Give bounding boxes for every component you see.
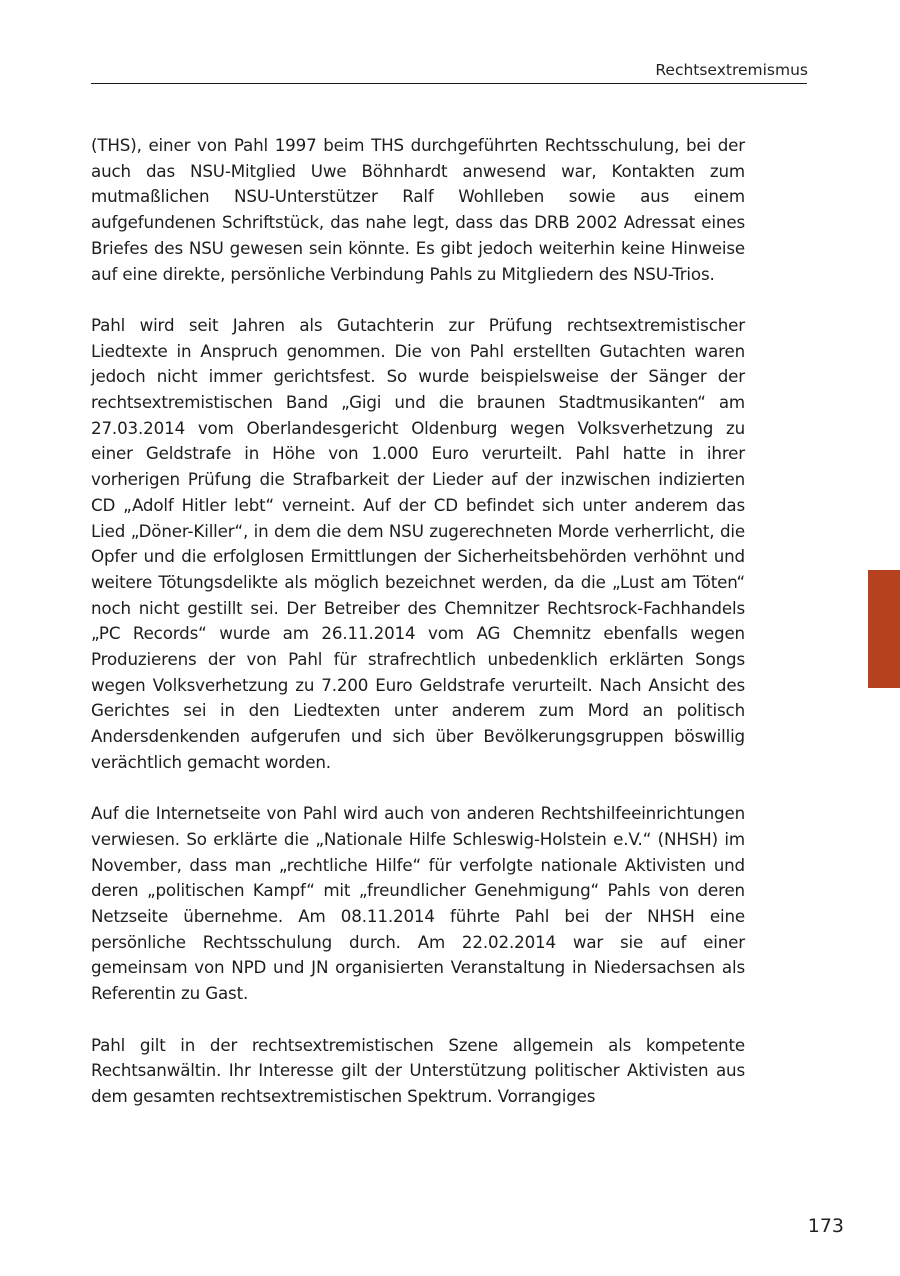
header-rule bbox=[91, 83, 807, 84]
body-text bbox=[91, 133, 745, 1110]
running-head-title: Rechtsextremismus bbox=[655, 61, 808, 79]
page-number: 173 bbox=[807, 1215, 844, 1237]
chapter-marker-tab bbox=[868, 570, 900, 688]
paragraph-2: Pahl wird seit Jahren als Gutachterin zur Prüfung rechtsextremistischer Liedtexte in Anspruch genommen. Die von Pahl erstellten Gutachten waren jedoch nicht immer gerichtsfest. So wurde beispielsweise der Sänger der rechtsextremistischen Band „Gigi und die braunen Stadtmusikanten“ am 27.03.2014 vom Oberlandesgericht Oldenburg wegen Volksverhetzung zu einer Geldstrafe in Höhe von 1.000 Euro verurteilt. Pahl hatte in ihrer vorherigen Prüfung die Strafbarkeit der Lieder auf der inzwischen indizierten CD „Adolf Hitler lebt“ verneint. Auf der CD befindet sich unter anderem das Lied „Döner-Killer“, in dem die dem NSU zugerechneten Morde verherrlicht, die Opfer und die erfolglosen Ermittlungen der Sicherheitsbehörden verhöhnt und weitere Tötungsdelikte als möglich bezeichnet werden, da die „Lust am Töten“ noch nicht gestillt sei. Der Betreiber des Chemnitzer Rechtsrock-Fachhandels „PC Records“ wurde am 26.11.2014 vom AG Chemnitz ebenfalls wegen Produzierens der von Pahl für strafrechtlich unbedenklich erklärten Songs wegen Volksverhetzung zu 7.200 Euro Geldstrafe verurteilt. Nach Ansicht des Gerichtes sei in den Liedtexten unter anderem zum Mord an politisch Andersdenkenden aufgerufen und sich über Bevölkerungsgruppen böswillig verächtlich gemacht worden. bbox=[91, 314, 745, 772]
paragraph-3: Auf die Internetseite von Pahl wird auch von anderen Rechtshilfeeinrichtungen verwiesen. So erklärte die „Nationale Hilfe Schleswig-Holstein e.V.“ (NHSH) im November, dass man „rechtliche Hilfe“ für verfolgte nationale Aktivisten und deren „politischen Kampf“ mit „freundlicher Genehmigung“ Pahls von deren Netzseite übernehme. Am 08.11.2014 führte Pahl bei der NHSH eine persönliche Rechtsschulung durch. Am 22.02.2014 war sie auf einer gemeinsam von NPD und JN organisierten Veranstaltung in Niedersachsen als Referentin zu Gast. bbox=[91, 803, 745, 1004]
paragraph-1: (THS), einer von Pahl 1997 beim THS durchgeführten Rechtsschulung, bei der auch das NSU-Mitglied Uwe Böhnhardt anwesend war, Kontakten zum mutmaßlichen NSU-Unterstützer Ralf Wohlleben sowie aus einem aufgefundenen Schriftstück, das nahe legt, dass das DRB 2002 Adressat eines Briefes des NSU gewesen sein könnte. Es gibt jedoch weiterhin keine Hinweise auf eine direkte, persönliche Verbindung Pahls zu Mitgliedern des NSU-Trios. bbox=[91, 135, 745, 284]
paragraph-4: Pahl gilt in der rechtsextremistischen Szene allgemein als kompetente Rechtsanwältin. Ihr Interesse gilt der Unterstützung politischer Aktivisten aus dem gesamten rechtsextremistischen Spektrum. Vorrangiges bbox=[91, 1034, 745, 1106]
